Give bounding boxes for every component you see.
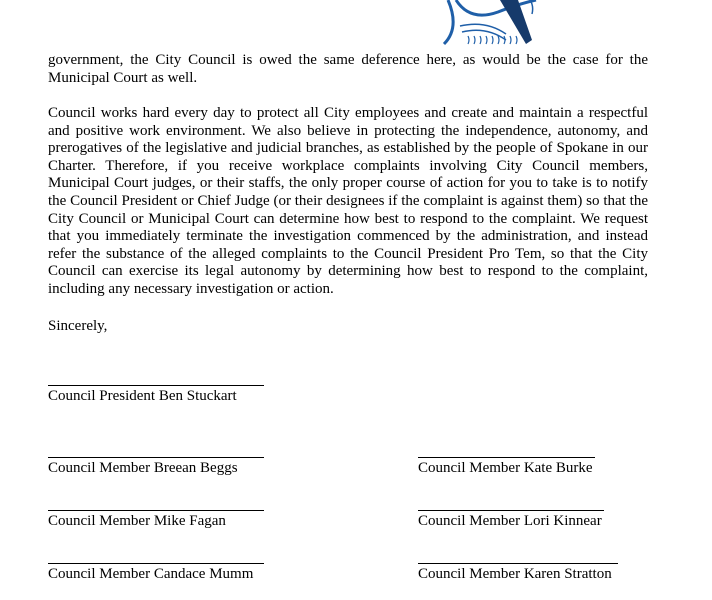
signer-beggs: Council Member Breean Beggs bbox=[48, 460, 238, 476]
signature-line-beggs bbox=[48, 457, 264, 458]
signature-line-stratton bbox=[418, 563, 618, 564]
signer-president: Council President Ben Stuckart bbox=[48, 388, 237, 404]
closing: Sincerely, bbox=[48, 318, 108, 334]
signer-stratton: Council Member Karen Stratton bbox=[418, 566, 612, 582]
signer-fagan: Council Member Mike Fagan bbox=[48, 513, 226, 529]
signer-burke: Council Member Kate Burke bbox=[418, 460, 593, 476]
signature-line-burke bbox=[418, 457, 595, 458]
signer-mumm: Council Member Candace Mumm bbox=[48, 566, 254, 582]
signature-line-fagan bbox=[48, 510, 264, 511]
letter-paragraph-2: Council works hard every day to protect all City employees and create and maintain a respectful and positive work environment. We also believe in protecting the independence, autonomy, and prerogatives of the legislative and judicial branches, as established by the people of Spokane in our Charter. Therefore, if you receive workplace complaints involving City Council members, Municipal Court judges, or their staffs, the only proper course of action for you to take is to notify the Council President or Chief Judge (or their designees if the complaint is against them) so that the City Council or Municipal Court can determine how best to respond to the complaint. We request that you immediately terminate the investigation commenced by the administration, and instead refer the substance of the alleged complaints to the Council President Pro Tem, so that the City Council can exercise its legal autonomy by determining how best to respond to the complaint, including any necessary investigation or action. bbox=[48, 105, 648, 297]
city-logo-icon bbox=[440, 0, 540, 48]
signature-line-president bbox=[48, 385, 264, 386]
letter-paragraph-1: government, the City Council is owed the same deference here, as would be the case for the Municipal Court as well. bbox=[48, 52, 648, 86]
signature-line-kinnear bbox=[418, 510, 604, 511]
signer-kinnear: Council Member Lori Kinnear bbox=[418, 513, 602, 529]
signature-line-mumm bbox=[48, 563, 264, 564]
